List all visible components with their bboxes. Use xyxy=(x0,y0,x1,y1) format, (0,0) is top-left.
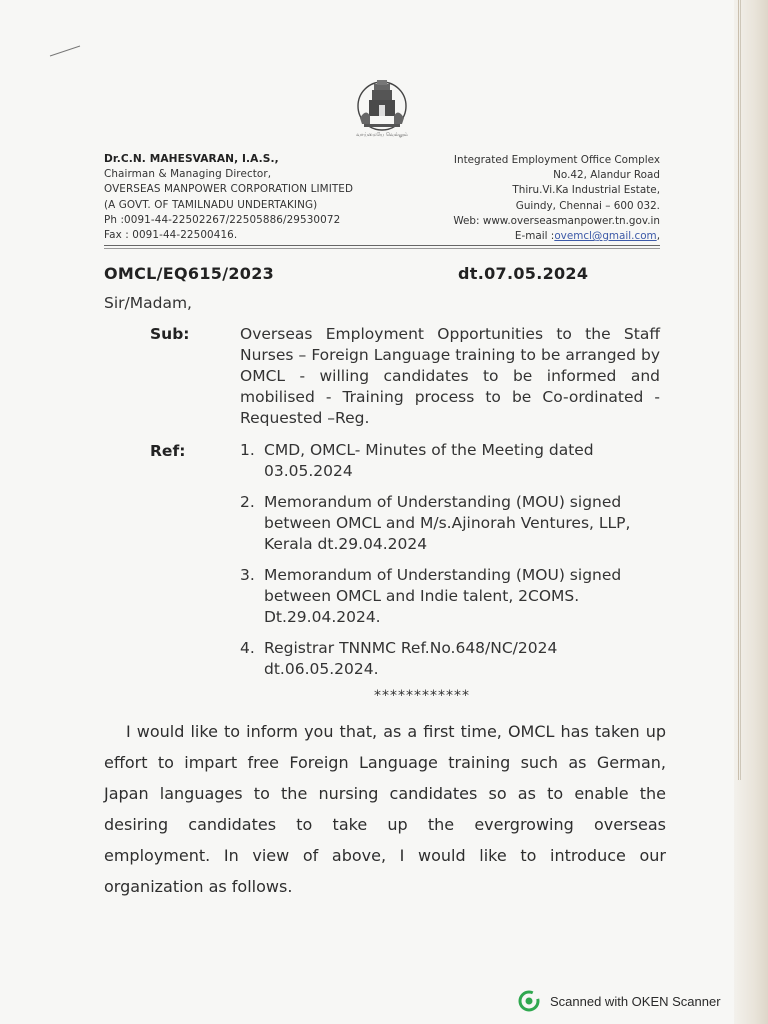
sender-designation: Chairman & Managing Director, xyxy=(104,168,272,181)
reference-number: OMCL/EQ615/2023 xyxy=(104,264,275,283)
address-line: No.42, Alandur Road xyxy=(553,169,660,182)
emblem-caption: வாய்மையே வெல்லும் xyxy=(356,132,408,138)
reference-text: Registrar TNNMC Ref.No.648/NC/2024 dt.06.05.2024. xyxy=(264,639,558,678)
body-text: I would like to inform you that, as a first time, OMCL has taken up effort to impart free Foreign Language training such as German, Japan languages to the nursing candidates so as to enable the desiring candidates to take up the evergrowing overseas employment. In view of above, I would like to introduce our organization as follows. xyxy=(104,722,666,896)
page-edge-line xyxy=(740,0,741,780)
reference-item xyxy=(240,440,670,482)
letterhead-divider xyxy=(104,248,660,249)
letterhead-sender xyxy=(104,152,353,243)
sender-phone: Ph :0091-44-22502267/22505886/29530072 xyxy=(104,213,341,226)
reference-list xyxy=(240,440,670,690)
sender-name: Dr.C.N. MAHESVARAN, I.A.S., xyxy=(104,153,279,165)
email-label: E-mail : xyxy=(514,230,555,243)
section-separator: ************ xyxy=(374,688,470,704)
email-link[interactable]: ovemcl@gmail.com xyxy=(554,230,657,243)
sender-fax: Fax : 0091-44-22500416. xyxy=(104,229,238,242)
reference-text: CMD, OMCL- Minutes of the Meeting dated 03.05.2024 xyxy=(264,441,594,480)
body-paragraph xyxy=(104,716,666,902)
letterhead-address xyxy=(453,153,660,244)
address-line: Guindy, Chennai – 600 032. xyxy=(515,199,660,212)
letterhead-divider xyxy=(104,245,660,246)
reference-number-marker: 4. xyxy=(240,639,255,657)
website: Web: www.overseasmanpower.tn.gov.in xyxy=(453,214,660,227)
reference-text: Memorandum of Understanding (MOU) signed between OMCL and M/s.Ajinorah Ventures, LLP, Kerala dt.29.04.2024 xyxy=(264,493,631,553)
subject-label: Sub: xyxy=(150,325,190,343)
reference-number-marker: 3. xyxy=(240,566,255,584)
sender-organization: OVERSEAS MANPOWER CORPORATION LIMITED xyxy=(104,183,354,196)
scanner-watermark xyxy=(518,990,721,1012)
pen-mark xyxy=(48,44,82,58)
oken-scanner-icon xyxy=(518,990,540,1012)
address-line: Integrated Employment Office Complex xyxy=(453,154,660,166)
reference-item xyxy=(240,565,670,628)
address-line: Thiru.Vi.Ka Industrial Estate, xyxy=(512,184,660,197)
subject-text: Overseas Employment Opportunities to the Staff Nurses – Foreign Language training to be arranged by OMCL - willing candidates to be informed and mobilised - Training process to be Co-ordinated - Requested –Reg. xyxy=(240,325,660,427)
email-suffix: , xyxy=(656,230,660,243)
reference-text: Memorandum of Understanding (MOU) signed between OMCL and Indie talent, 2COMS. Dt.29.04.2024. xyxy=(264,566,622,626)
email-line xyxy=(453,229,660,244)
letter-date: dt.07.05.2024 xyxy=(458,264,589,283)
reference-label: Ref: xyxy=(150,442,186,460)
scanner-text: Scanned with OKEN Scanner xyxy=(550,993,721,1009)
salutation: Sir/Madam, xyxy=(104,294,192,312)
tamil-nadu-emblem-icon xyxy=(350,78,414,140)
reference-number-marker: 2. xyxy=(240,493,255,511)
reference-item xyxy=(240,638,670,680)
page-edge-line xyxy=(738,0,739,780)
sender-govt-note: (A GOVT. OF TAMILNADU UNDERTAKING) xyxy=(104,198,318,211)
reference-number-marker: 1. xyxy=(240,441,255,459)
reference-item xyxy=(240,492,670,555)
